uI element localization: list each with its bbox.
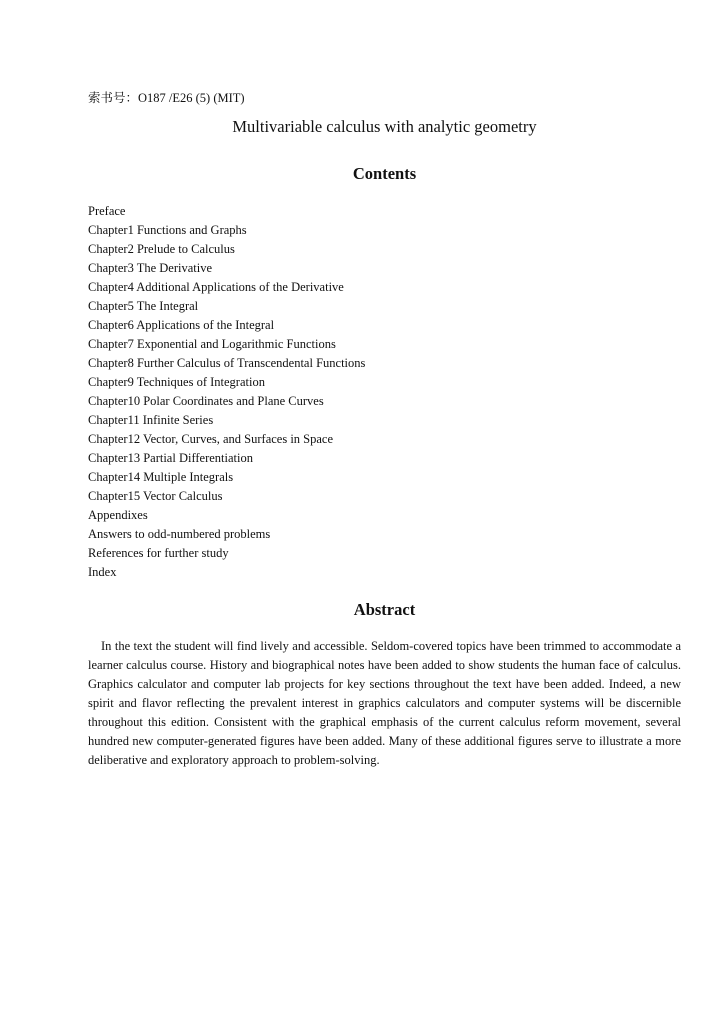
abstract-heading: Abstract — [353, 600, 416, 619]
toc-item: Chapter8 Further Calculus of Transcendental Functions — [88, 356, 366, 370]
call-number: 索书号：O187 /E26 (5) (MIT) — [88, 91, 245, 105]
toc-item: Chapter11 Infinite Series — [88, 413, 214, 427]
toc-item: Chapter10 Polar Coordinates and Plane Curves — [88, 394, 324, 408]
table-of-contents — [88, 203, 365, 583]
toc-item: Chapter1 Functions and Graphs — [88, 223, 247, 237]
toc-item: Chapter14 Multiple Integrals — [88, 470, 234, 484]
toc-item: Answers to odd-numbered problems — [88, 527, 271, 541]
toc-item: References for further study — [88, 546, 229, 560]
toc-item: Chapter13 Partial Differentiation — [88, 451, 253, 465]
toc-item: Chapter15 Vector Calculus — [88, 489, 223, 503]
toc-item: Chapter3 The Derivative — [88, 261, 213, 275]
toc-item: Chapter7 Exponential and Logarithmic Functions — [88, 337, 336, 351]
toc-item: Chapter9 Techniques of Integration — [88, 375, 265, 389]
toc-item: Chapter12 Vector, Curves, and Surfaces in Space — [88, 432, 334, 446]
toc-item: Chapter5 The Integral — [88, 299, 199, 313]
contents-heading: Contents — [352, 164, 417, 183]
toc-item: Chapter2 Prelude to Calculus — [88, 242, 235, 256]
abstract-paragraph: In the text the student will find lively and accessible. Seldom-covered topics have been trimmed to accommodate a learner calculus course. History and biographical notes have been added to show students the human face of calculus. Graphics calculator and computer lab projects for key sections throughout the text have been added. Indeed, a new spirit and flavor reflecting the prevalent interest in graphics calculators and computer systems will be discernible throughout this edition. Consistent with the graphical emphasis of the current calculus reform movement, several hundred new computer-generated figures have been added. Many of these additional figures serve to illustrate a more deliberative and exploratory approach to problem-solving. — [88, 639, 681, 767]
toc-item: Chapter6 Applications of the Integral — [88, 318, 275, 332]
toc-item: Index — [88, 565, 117, 579]
toc-item: Chapter4 Additional Applications of the Derivative — [88, 280, 344, 294]
toc-item: Preface — [88, 204, 126, 218]
toc-item: Appendixes — [88, 508, 148, 522]
book-title: Multivariable calculus with analytic geometry — [232, 117, 537, 136]
